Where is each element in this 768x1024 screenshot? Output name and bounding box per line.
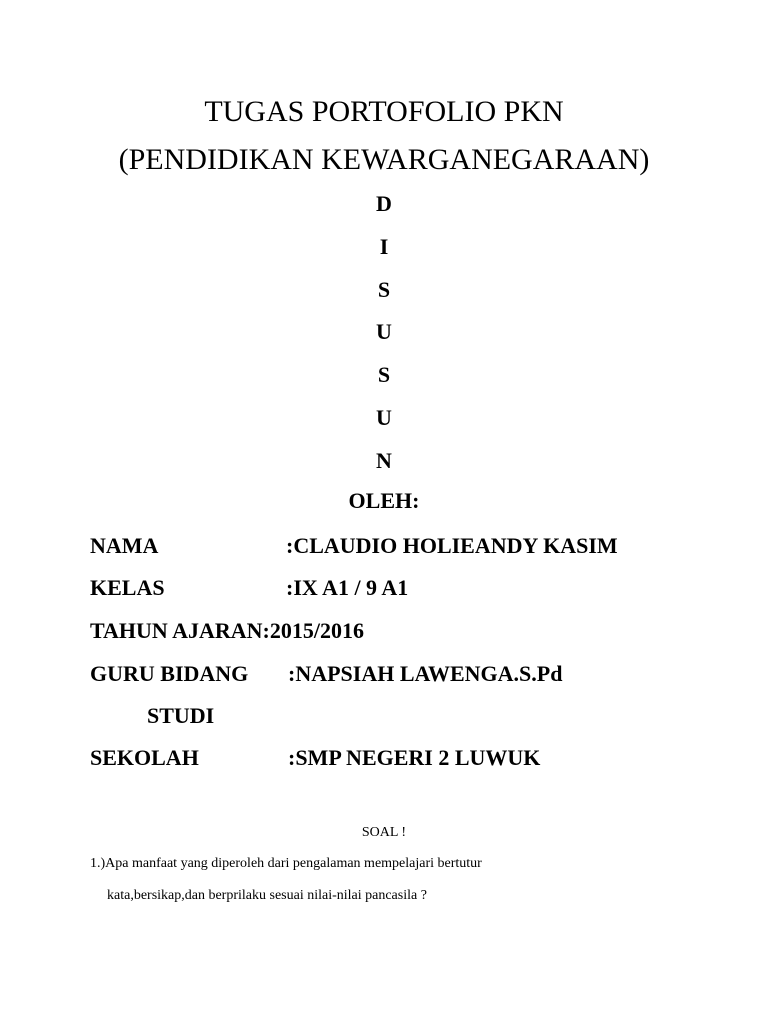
disusun-letter: S [377, 276, 391, 302]
guru-bidang-value: :NAPSIAH LAWENGA.S.Pd [288, 661, 563, 686]
nama-value: :CLAUDIO HOLIEANDY KASIM [286, 533, 618, 558]
disusun-letter: U [376, 319, 392, 345]
guru-bidang-label: GURU BIDANG [90, 661, 249, 686]
kelas-value: :IX A1 / 9 A1 [286, 575, 409, 600]
disusun-letter: I [379, 233, 389, 259]
disusun-letter: U [376, 404, 392, 430]
disusun-letter: S [377, 362, 391, 388]
oleh-label: OLEH: [348, 488, 420, 513]
question-line-1: 1.)Apa manfaat yang diperoleh dari pengalaman mempelajari bertutur [90, 856, 482, 871]
soal-heading: SOAL ! [361, 825, 407, 840]
document-subtitle: (PENDIDIKAN KEWARGANEGARAAN) [118, 143, 650, 176]
sekolah-label: SEKOLAH [90, 745, 199, 770]
disusun-letter: D [376, 191, 392, 216]
kelas-label: KELAS [90, 575, 165, 600]
studi-label: STUDI [147, 703, 215, 728]
question-line-2: kata,bersikap,dan berprilaku sesuai nilai-nilai pancasila ? [107, 888, 427, 903]
document-title: TUGAS PORTOFOLIO PKN [204, 95, 564, 128]
tahun-ajaran-text: TAHUN AJARAN:2015/2016 [90, 618, 364, 643]
nama-label: NAMA [90, 533, 159, 558]
disusun-vertical-text [0, 191, 768, 491]
sekolah-value: :SMP NEGERI 2 LUWUK [288, 745, 541, 770]
disusun-letter: N [376, 447, 392, 473]
